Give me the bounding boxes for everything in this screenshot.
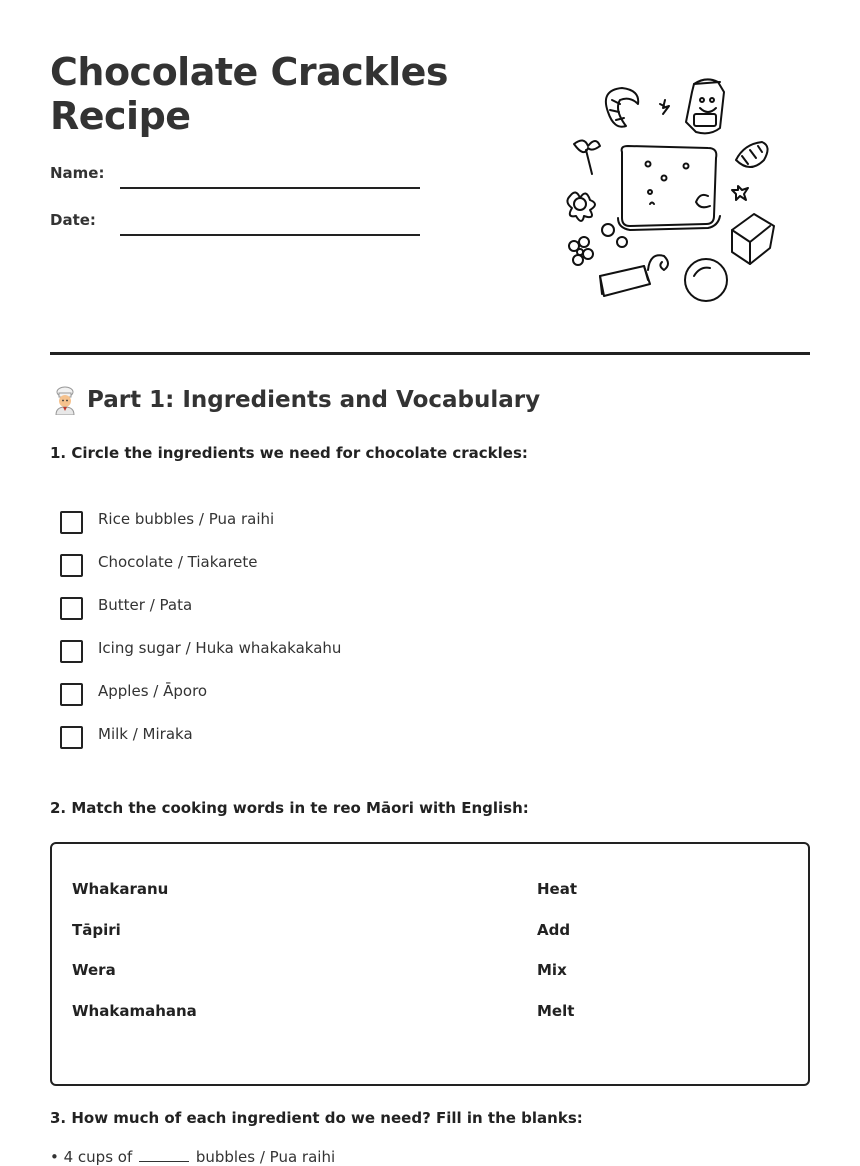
question-3: 3. How much of each ingredient do we need? Fill in the blanks: <box>50 1109 583 1127</box>
english-word[interactable]: Add <box>537 920 571 939</box>
ingredient-label: Apples / Āporo <box>98 682 208 700</box>
list-item[interactable] <box>60 723 341 766</box>
list-item[interactable] <box>60 508 341 551</box>
list-item[interactable] <box>60 680 341 723</box>
ingredient-checkbox[interactable] <box>60 597 83 620</box>
matching-box <box>50 842 810 1086</box>
english-word[interactable]: Heat <box>537 880 578 898</box>
name-blank-line[interactable] <box>120 187 420 189</box>
worksheet-page <box>50 0 810 1166</box>
maori-word[interactable]: Whakaranu <box>72 880 169 898</box>
date-blank-line[interactable] <box>120 234 420 236</box>
maori-word[interactable]: Wera <box>72 961 116 979</box>
chef-icon <box>50 385 80 415</box>
chocolate-crackles-illustration <box>560 70 790 310</box>
list-item[interactable] <box>60 594 341 637</box>
fill-in-suffix: bubbles / Pua raihi <box>195 1148 336 1166</box>
english-words-column <box>537 880 577 1042</box>
maori-words-column <box>72 880 197 1042</box>
list-item[interactable] <box>60 637 341 680</box>
date-label: Date: <box>50 211 96 229</box>
maori-word[interactable]: Tāpiri <box>72 920 121 939</box>
worksheet-header <box>50 0 810 355</box>
ingredient-label: Butter / Pata <box>98 596 193 614</box>
part1-heading <box>50 385 540 415</box>
ingredient-label: Chocolate / Tiakarete <box>98 553 258 571</box>
question-2: 2. Match the cooking words in te reo Māori with English: <box>50 799 529 817</box>
ingredient-checklist <box>60 508 341 766</box>
ingredient-checkbox[interactable] <box>60 726 83 749</box>
question-1: 1. Circle the ingredients we need for chocolate crackles: <box>50 444 528 462</box>
ingredient-label: Rice bubbles / Pua raihi <box>98 510 275 528</box>
fill-in-line <box>50 1148 335 1166</box>
ingredient-label: Milk / Miraka <box>98 725 193 743</box>
ingredient-label: Icing sugar / Huka whakakakahu <box>98 639 342 657</box>
page-title: Chocolate Crackles Recipe <box>50 50 448 138</box>
name-label: Name: <box>50 164 105 182</box>
date-field[interactable] <box>50 207 420 237</box>
ingredient-checkbox[interactable] <box>60 683 83 706</box>
maori-word[interactable]: Whakamahana <box>72 1001 197 1020</box>
name-field[interactable] <box>50 160 420 190</box>
list-item[interactable] <box>60 551 341 594</box>
ingredient-checkbox[interactable] <box>60 554 83 577</box>
part1-title: Part 1: Ingredients and Vocabulary <box>87 387 541 413</box>
english-word[interactable]: Mix <box>537 961 567 979</box>
english-word[interactable]: Melt <box>537 1001 575 1020</box>
ingredient-checkbox[interactable] <box>60 640 83 663</box>
fill-in-prefix: • 4 cups of <box>50 1148 133 1166</box>
ingredient-checkbox[interactable] <box>60 511 83 534</box>
fill-in-blank[interactable] <box>139 1161 189 1162</box>
